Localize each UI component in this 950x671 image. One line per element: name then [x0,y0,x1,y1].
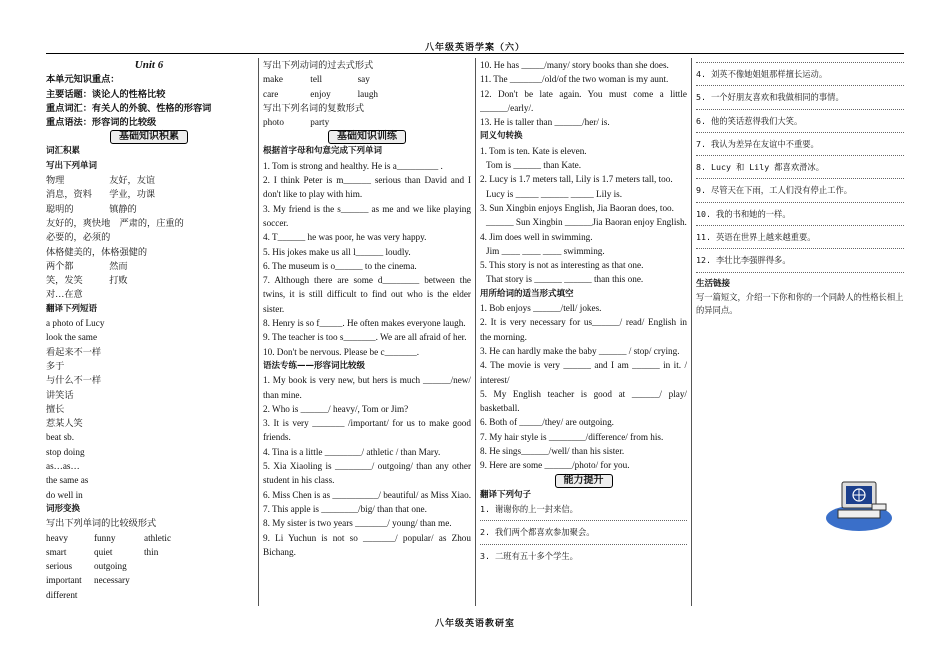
answer-line [480,518,687,521]
answer-line [696,153,904,156]
exercise-item: 7. This apple is ________/big/ than that one. [263,503,427,514]
word: 打败 [109,275,128,286]
answer-line [696,60,904,63]
exercise-item: Tom is ______ than Kate. [486,160,582,171]
exercise-item: 3. It is very _______ /important/ for us to make good friends. [263,418,471,443]
intro-line: 重点词汇：有关人的外貌、性格的形容词 [46,102,212,113]
word: photo [263,117,284,128]
translation-item: 2. 我们两个都喜欢参加聚会。 [480,527,595,538]
phrase-item: 讲笑话 [46,389,74,400]
exercise-item: 10. Don't be nervous. Please be c_______. [263,346,420,357]
word-row [46,545,252,559]
answer-line [696,270,904,273]
answer-line [696,200,904,203]
exercise-item: 9. The teacher is too s_______. We are all afraid of her. [263,332,467,343]
section-title: 语法专练——形容词比较级 [263,360,366,371]
translation-item: 1. 谢谢你的上一封来信。 [480,503,578,514]
computer-icon [824,474,894,536]
word: 对…在意 [46,289,83,300]
word-row [46,173,252,187]
column-1 [46,58,252,606]
phrase-item: look the same [46,332,98,343]
word-row [46,559,252,573]
section-title: 词汇积累 [46,146,81,157]
phrase-item: 看起来不一样 [46,346,102,357]
section-ribbon: 基础知识积累 [110,130,188,144]
exercise-item: Lucy is _____ ______ _____ Lily is. [486,188,623,199]
exercise-item: 3. Sun Xingbin enjoys English, Jia Baoran does, too. [480,202,674,213]
section-title: 用所给词的适当形式填空 [480,288,574,299]
exercise-item: 11. The _______/old/of the two woman is my aunt. [480,74,669,85]
translation-item: 5. 一个好朋友喜欢和我做相同的事情。 [696,92,844,103]
section-ribbon: 基础知识训练 [328,130,406,144]
exercise-item: 3. My friend is the s______ as me and we like playing soccer. [263,203,471,228]
translation-item: 9. 尽管天在下雨，工人们没有停止工作。 [696,185,853,196]
section-title: 写出下列单词 [46,160,98,171]
answer-line [480,542,687,545]
word: 体格健美的，体格强健的 [46,246,148,257]
phrase-item: the same as [46,475,89,486]
word-row [46,216,252,230]
word: 然而 [109,260,128,271]
exercise-item: 8. My sister is two years _______/ young/ than me. [263,518,452,529]
word: tell [310,74,323,85]
word: enjoy [310,88,331,99]
word-row [46,202,252,216]
column-divider [475,58,476,606]
word: athletic [144,532,172,543]
word: smart [46,546,67,557]
word: 消息，资料 [46,189,92,200]
exercise-item: 2. Who is ______/ heavy/, Tom or Jim? [263,403,409,414]
header-divider [46,53,904,54]
column-2 [263,58,471,606]
exercise-item: 2. I think Peter is m______ serious than David and I don't like to play with him. [263,175,471,200]
exercise-item: 13. He is taller than ______/her/ is. [480,117,610,128]
translation-item: 11. 英语在世界上越来越重要。 [696,232,816,243]
column-divider [258,58,259,606]
exercise-item: 9. Here are some ______/photo/ for you. [480,460,630,471]
word-row [46,531,252,545]
phrase-item: 与什么不一样 [46,375,102,386]
section-title: 词形变换 [46,503,81,514]
translation-item: 3. 二班有五十多个学生。 [480,550,578,561]
exercise-item: ______ Sun Xingbin ______Jia Baoran enjoy English. [486,217,687,228]
word-row [263,87,471,101]
exercise-item: 3. He can hardly make the baby ______ / stop/ crying. [480,345,680,356]
phrase-item: do well in [46,489,83,500]
word: 友好的，爽快地 [46,217,111,228]
unit-title: Unit 6 [134,59,164,71]
phrase-item: a photo of Lucy [46,318,105,329]
word-row [46,287,252,301]
word: 笑，发笑 [46,275,83,286]
exercise-item: 6. Miss Chen is as __________/ beautiful/ as Miss Xiao. [263,489,471,500]
word: important [46,575,82,586]
section-title: 翻译下列句子 [480,489,532,500]
word: 严肃的，庄重的 [119,217,184,228]
exercise-item: 4. Tina is a little ________/ athletic / than Mary. [263,446,441,457]
column-3 [480,58,687,606]
word-row [46,245,252,259]
word-row [263,115,471,129]
translation-item: 6. 他的笑话惹得我们大笑。 [696,115,803,126]
exercise-item: That story is ______ ______ than this one. [486,274,644,285]
exercise-item: 12. Don't be late again. You must come a little ______/early/. [480,88,687,113]
word: necessary [94,575,130,586]
exercise-item: 5. This story is not as interesting as that one. [480,260,644,271]
exercise-item: 5. His jokes make us all l______ loudly. [263,246,411,257]
instruction: 写出下列单词的比较级形式 [46,518,157,529]
word-row [46,230,252,244]
phrase-item: 惹某人笑 [46,418,83,429]
word: different [46,589,78,600]
word: 物理 [46,175,65,186]
instruction: 写出下列名词的复数形式 [263,102,365,113]
word-row [46,573,252,587]
translation-item: 10. 我的书和她的一样。 [696,208,791,219]
word: say [357,74,370,85]
answer-line [696,246,904,249]
exercise-item: 6. The museum is o______ to the cinema. [263,260,417,271]
word: thin [144,546,159,557]
word: 两个都 [46,260,74,271]
word: quiet [94,546,113,557]
exercise-item: 5. My English teacher is good at ______/ play/ basketball. [480,388,687,414]
word: 学业，功课 [109,189,156,200]
intro-line: 主要话题：谈论人的性格比较 [46,88,166,99]
intro-line: 重点语法：形容词的比较级 [46,117,157,128]
section-title: 同义句转换 [480,131,523,142]
word-row [46,259,252,273]
page-header: 八年级英语学案（六） [424,42,525,52]
phrase-item: 多于 [46,360,65,371]
word: funny [94,532,116,543]
exercise-item: 1. My book is very new, but hers is much ______/new/ than mine. [263,375,471,400]
phrase-item: as…as… [46,461,80,472]
word: laugh [357,88,379,99]
exercise-item: 2. Lucy is 1.7 meters tall, Lily is 1.7 meters tall, too. [480,174,673,185]
exercise-item: 8. He sings______/well/ than his sister. [480,446,625,457]
intro-line: 本单元知识重点： [46,74,120,85]
exercise-item: 4. The movie is very ______ and I am ______ in it. / interest/ [480,360,687,385]
word: 聪明的 [46,203,74,214]
writing-prompt: 写一篇短文，介绍一下你和你的一个同龄人的性格长相上的异同点。 [696,291,904,315]
answer-line [696,107,904,110]
exercise-item: 2. It is very necessary for us______/ read/ English in the morning. [480,317,687,342]
instruction: 写出下列动词的过去式形式 [263,60,374,70]
word: 必要的，必须的 [46,232,111,243]
page-footer: 八年级英语教研室 [434,618,515,628]
exercise-item: 7. My hair style is ________/difference/ from his. [480,431,664,442]
answer-line [696,83,904,86]
exercise-item: 4. T______ he was poor, he was very happy. [263,232,427,243]
word: outgoing [94,561,127,572]
exercise-item: 8. Henry is so f_____. He often makes everyone laugh. [263,318,466,329]
section-title: 根据首字母和句意完成下列单词 [263,146,383,157]
word: 友好，友谊 [109,175,156,186]
answer-line [696,176,904,179]
word: care [263,88,279,99]
translation-item: 4. 刘英不像她姐姐那样擅长运动。 [696,69,828,79]
word: 镇静的 [109,203,137,214]
exercise-item: 1. Bob enjoys ______/tell/ jokes. [480,303,602,314]
section-title: 翻译下列短语 [46,303,98,314]
word-row [46,187,252,201]
exercise-item: 9. Li Yuchun is not so _______/ popular/ as Zhou Bichang. [263,532,471,557]
phrase-item: 擅长 [46,403,65,414]
translation-item: 12. 李壮比李强胖得多。 [696,255,791,266]
column-divider [691,58,692,606]
exercise-item: Jim ____ ____ ____ swimming. [486,245,605,256]
word: party [310,117,330,128]
word: serious [46,561,73,572]
section-title: 生活链接 [696,278,731,289]
exercise-item: 4. Jim does well in swimming. [480,231,593,242]
word-row [46,273,252,287]
exercise-item: 1. Tom is strong and healthy. He is a_________ . [263,160,443,171]
word-row [46,588,252,602]
exercise-item: 6. Both of _____/they/ are outgoing. [480,417,614,428]
answer-line [696,130,904,133]
section-ribbon: 能力提升 [555,474,613,488]
exercise-item: 1. Tom is ten. Kate is eleven. [480,145,587,156]
word: heavy [46,532,68,543]
exercise-item: 7. Although there are some d________ between the twins, it is still difficult to find out who is the elder sister. [263,275,471,314]
exercise-item: 10. He has _____/many/ story books than she does. [480,60,669,70]
translation-item: 7. 我认为差异在友谊中不重要。 [696,138,819,149]
word-row [263,72,471,86]
phrase-item: beat sb. [46,432,75,443]
translation-item: 8. Lucy 和 Lily 都喜欢滑冰。 [696,162,825,173]
answer-line [696,223,904,226]
word: make [263,74,283,85]
exercise-item: 5. Xia Xiaoling is ________/ outgoing/ than any other student in his class. [263,461,471,486]
phrase-item: stop doing [46,446,85,457]
